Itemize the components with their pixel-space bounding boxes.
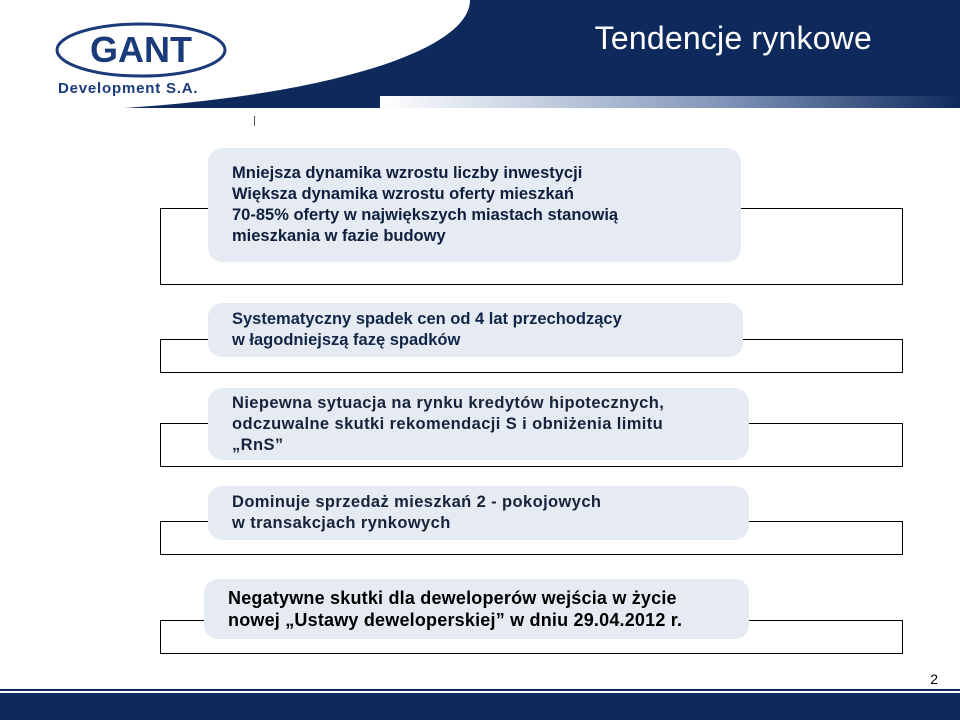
footer-band [0, 693, 960, 720]
trend-5-line-1: Negatywne skutki dla deweloperów wejścia w życie [228, 588, 677, 608]
trend-5-line-2: nowej „Ustawy deweloperskiej” w dniu 29.04.2012 r. [228, 610, 683, 630]
trend-4-line-2: w transakcjach rynkowych [232, 514, 451, 532]
trend-box-4 [208, 486, 749, 540]
divider-tick [254, 116, 255, 126]
trend-1-line-3: 70-85% oferty w największych miastach stanowią [232, 206, 619, 224]
trend-1-line-2: Większa dynamika wzrostu oferty mieszkań [232, 185, 574, 203]
trend-4-line-1: Dominuje sprzedaż mieszkań 2 - pokojowych [232, 493, 602, 511]
trend-1-line-4: mieszkania w fazie budowy [232, 227, 446, 245]
page-title: Tendencje rynkowe [594, 20, 872, 56]
trend-2-line-1: Systematyczny spadek cen od 4 lat przechodzący [232, 310, 622, 328]
logo-subtitle: Development S.A. [58, 80, 199, 97]
trend-box-3 [208, 388, 749, 460]
trend-2-line-2: w łagodniejszą fazę spadków [232, 331, 461, 349]
trend-box-1 [208, 148, 741, 262]
trend-box-5 [204, 579, 749, 639]
footer-line [0, 689, 960, 691]
trend-box-2 [208, 303, 743, 357]
header-stripe [380, 96, 960, 108]
trend-3-line-2: odczuwalne skutki rekomendacji S i obniżenia limitu [232, 414, 664, 433]
trend-3-line-1: Niepewna sytuacja na rynku kredytów hipotecznych, [232, 393, 665, 412]
logo-text: GANT [90, 29, 192, 70]
page-number: 2 [930, 671, 938, 687]
trend-3-line-3: „RnS” [232, 435, 284, 454]
gant-logo [55, 22, 227, 78]
trend-1-line-1: Mniejsza dynamika wzrostu liczby inwestycji [232, 164, 583, 182]
